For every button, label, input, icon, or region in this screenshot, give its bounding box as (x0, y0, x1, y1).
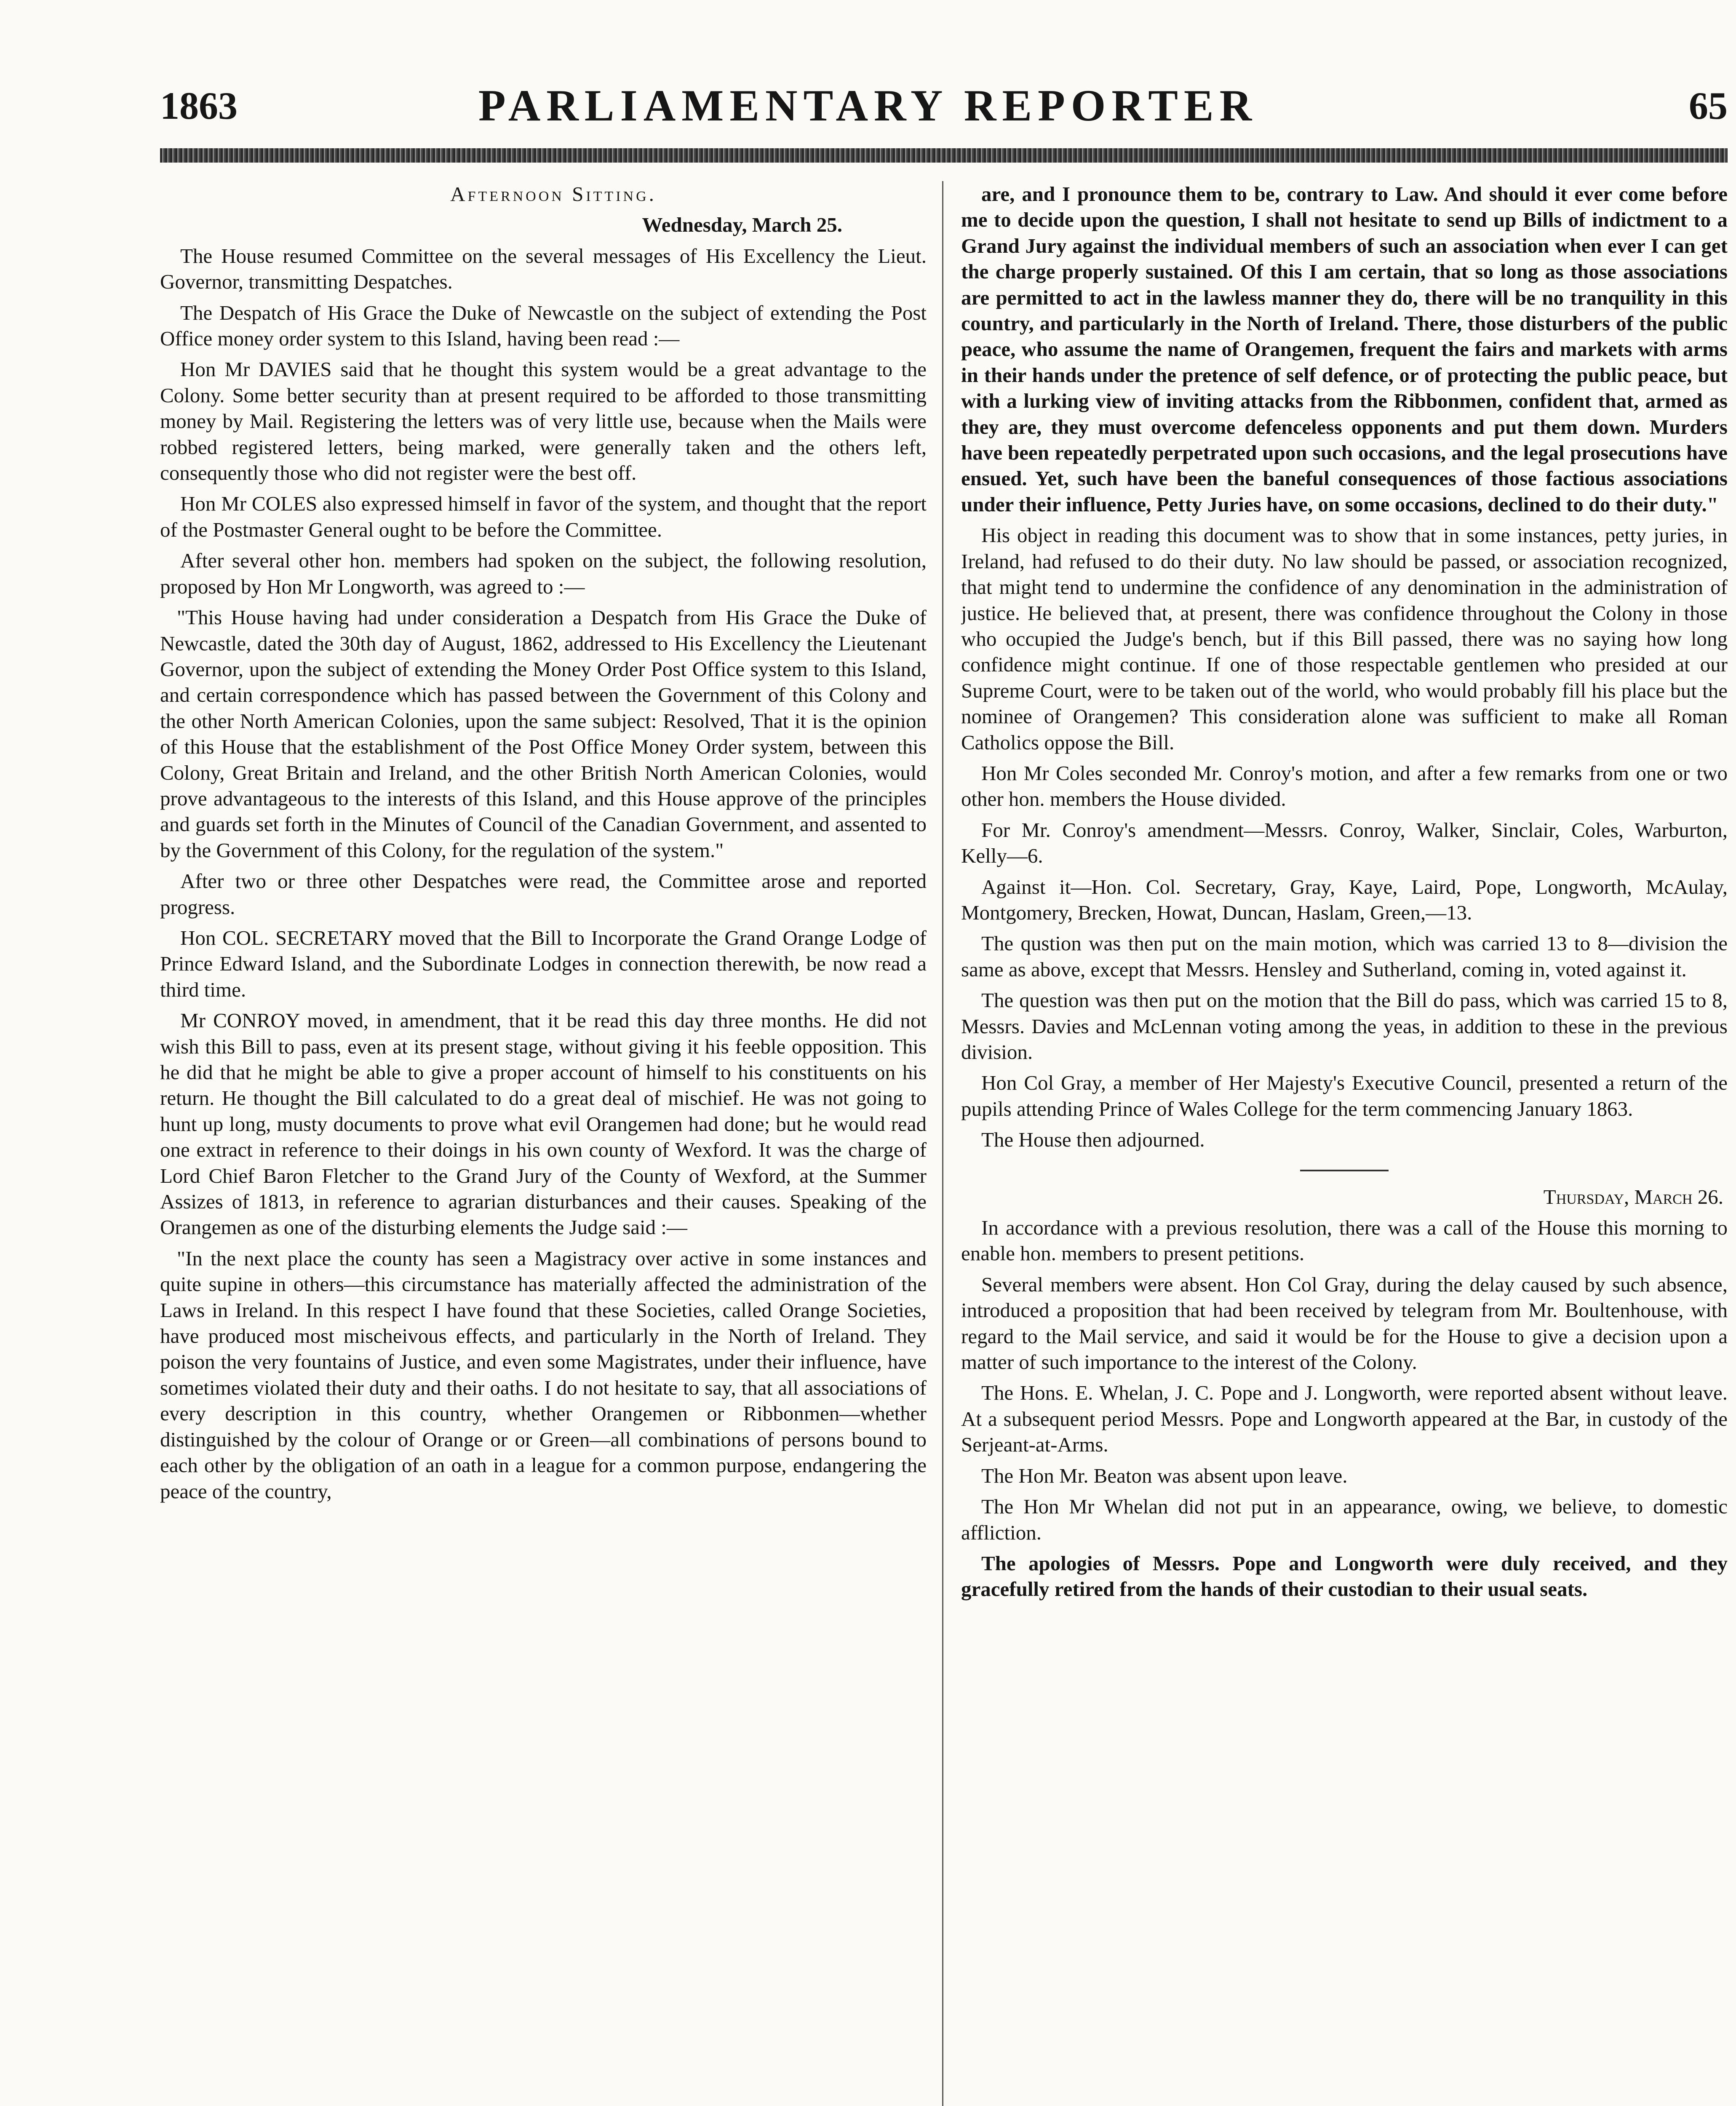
paragraph: Several members were absent. Hon Col Gray, during the delay caused by such absence, introduced a proposition that had been received by telegram from Mr. Boultenhouse, with regard to the Mail service, and said it would be for the House to give a decision upon a matter of such importance to the interest of the Colony. (961, 1272, 1728, 1374)
quote-continuation: are, and I pronounce them to be, contrary to Law. And should it ever come before me to decide upon the question, I shall not hesitate to send up Bills of indictment to a Grand Jury against the individual members of such an association when ever I can get the charge properly sustained. Of this I am certain, that so long as those associations are permitted to act in the lawless manner they do, there will be no tranquility in this country, and particularly in the North of Ireland. There, those disturbers of the public peace, who assume the name of Orangemen, frequent the fairs and markets with arms in their hands under the pretence of self defence, or of protecting the public peace, but with a lurking view of inviting attacks from the Ribbonmen, confident that, armed as they are, they must overcome defenceless opponents and put them down. Murders have been repeatedly perpetrated upon such occasions, and the legal prosecutions have ensued. Yet, such have been the baneful consequences of those factious associations under their influence, Petty Juries have, on some occasions, declined to do their duty." (961, 182, 1728, 516)
masthead-title: PARLIAMENTARY REPORTER (478, 81, 1258, 130)
sitting-date: Wednesday, March 25. (642, 213, 842, 237)
paragraph: Hon Mr COLES also expressed himself in favor of the system, and thought that the report of the Postmaster General ought to be before the Committee. (160, 492, 927, 541)
paragraph: Hon COL. SECRETARY moved that the Bill to Incorporate the Grand Orange Lodge of Prince Edward Island, and the Subordinate Lodges in connection therewith, be now read a third time. (160, 926, 927, 1001)
paragraph: In accordance with a previous resolution, there was a call of the House this morning to enable hon. members to present petitions. (961, 1216, 1728, 1265)
sitting-heading: Afternoon Sitting. (450, 182, 657, 206)
left-column (160, 181, 927, 2106)
resolution-quote: "This House having had under consideration a Despatch from His Grace the Duke of Newcastle, dated the 30th day of August, 1862, addressed to His Excellency the Lieutenant Governor, upon the subject of extending the Money Order Post Office system to this Island, and certain correspondence which has passed between the Government of this Colony and the other North American Colonies, upon the same subject: Resolved, That it is the opinion of this House that the establishment of the Post Office Money Order system, between this Colony, Great Britain and Ireland, and the other British North American Colonies, would prove advantageous to the interests of this Island, and this House approve of the principles and guards set forth in the Minutes of Council of the Canadian Government, and assented to by the Government of this Colony, for the regulation of the system." (160, 606, 927, 862)
paragraph: The Hon Mr Whelan did not put in an appearance, owing, we believe, to domestic affliction. (961, 1495, 1728, 1544)
paragraph: The apologies of Messrs. Pope and Longworth were duly received, and they gracefully retired from the hands of their custodian to their usual seats. (961, 1551, 1728, 1601)
masthead-rule (160, 148, 1728, 163)
paragraph: The Hon Mr. Beaton was absent upon leave. (981, 1464, 1348, 1487)
adjournment: The House then adjourned. (981, 1128, 1205, 1152)
paragraph: The question was then put on the motion that the Bill do pass, which was carried 15 to 8, Messrs. Davies and McLennan voting among the yeas, in addition to these in the previous division. (961, 989, 1728, 1064)
paragraph: After two or three other Despatches were read, the Committee arose and reported progress. (160, 869, 927, 919)
paragraph: Mr CONROY moved, in amendment, that it be read this day three months. He did not wish this Bill to pass, even at its present stage, without giving it his feeble opposition. This he did that he might be able to give a proper account of himself to his constituents on his return. He thought the Bill calculated to do a great deal of mischief. He was not going to hunt up long, musty documents to prove what evil Orangemen had done; but he would read one extract in reference to their doings in his own county of Wexford. It was the charge of Lord Chief Baron Fletcher to the Grand Jury of the County of Wexford, at the Summer Assizes of 1813, in reference to agrarian disturbances and their causes. Speaking of the Orangemen as one of the disturbing elements the Judge said :— (160, 1009, 927, 1239)
page-number: 65 (1689, 84, 1728, 127)
paragraph: The Despatch of His Grace the Duke of Newcastle on the subject of extending the Post Office money order system to this Island, having been read :— (160, 301, 927, 350)
judge-quote: "In the next place the county has seen a Magistracy over active in some instances and quite supine in others—this circumstance has materially affected the administration of the Laws in Ireland. In this respect I have found that these Societies, called Orange Societies, have produced most mischeivous effects, and particularly in the North of Ireland. They poison the very fountains of Justice, and even some Magistrates, under their influence, have sometimes violated their duty and their oaths. I do not hesitate to say, that all associations of every description in this country, whether Orangemen or Ribbonmen—whether distinguished by the colour of Orange or or Green—all combinations of persons bound to each other by the obligation of an oath in a league for a common purpose, endangering the peace of the country, (160, 1246, 927, 1503)
paragraph: Hon Mr DAVIES said that he thought this system would be a great advantage to the Colony. Some better security than at present required to be afforded to those transmitting money by Mail. Registering the letters was of very little use, because when the Mails were robbed registered letters, being marked, were generally taken and the others left, consequently those who did not register were the best off. (160, 358, 927, 485)
paragraph: After several other hon. members had spoken on the subject, the following resolution, proposed by Hon Mr Longworth, was agreed to :— (160, 549, 927, 598)
right-column (961, 181, 1728, 2106)
second-sitting-date: Thursday, March 26. (1543, 1185, 1723, 1208)
paragraph: His object in reading this document was to show that in some instances, petty juries, in Ireland, had refused to do their duty. No law should be passed, or association recognized, that might tend to undermine the confidence of any denomination in the administration of justice. He believed that, at present, there was confidence throughout the Colony in those who occupied the Judge's bench, but if this Bill passed, there was no saying how long confidence might continue. If one of those respectable gentlemen who presided at our Supreme Court, were to be taken out of the world, who would probably fill his place but the nominee of Orangemen? This consideration alone was sufficient to make all Roman Catholics oppose the Bill. (961, 524, 1728, 754)
column-divider (942, 181, 943, 2106)
paragraph: The Hons. E. Whelan, J. C. Pope and J. Longworth, were reported absent without leave. At a subsequent period Messrs. Pope and Longworth appeared at the Bar, in custody of the Serjeant-at-Arms. (961, 1381, 1728, 1457)
paragraph: Hon Mr Coles seconded Mr. Conroy's motion, and after a few remarks from one or two other hon. members the House divided. (961, 761, 1728, 811)
division-for: For Mr. Conroy's amendment—Messrs. Conroy, Walker, Sinclair, Coles, Warburton, Kelly—6. (961, 818, 1728, 868)
paragraph: Hon Col Gray, a member of Her Majesty's Executive Council, presented a return of the pupils attending Prince of Wales College for the term commencing January 1863. (961, 1071, 1728, 1120)
header-year: 1863 (160, 84, 238, 127)
section-divider (1300, 1170, 1389, 1171)
paragraph: The qustion was then put on the main motion, which was carried 13 to 8—division the same as above, except that Messrs. Hensley and Sutherland, coming in, voted against it. (961, 932, 1728, 981)
paragraph: The House resumed Committee on the several messages of His Excellency the Lieut. Governor, transmitting Despatches. (160, 244, 927, 294)
division-against: Against it—Hon. Col. Secretary, Gray, Kaye, Laird, Pope, Longworth, McAulay, Montgomery, Brecken, Howat, Duncan, Haslam, Green,—13. (961, 875, 1728, 924)
